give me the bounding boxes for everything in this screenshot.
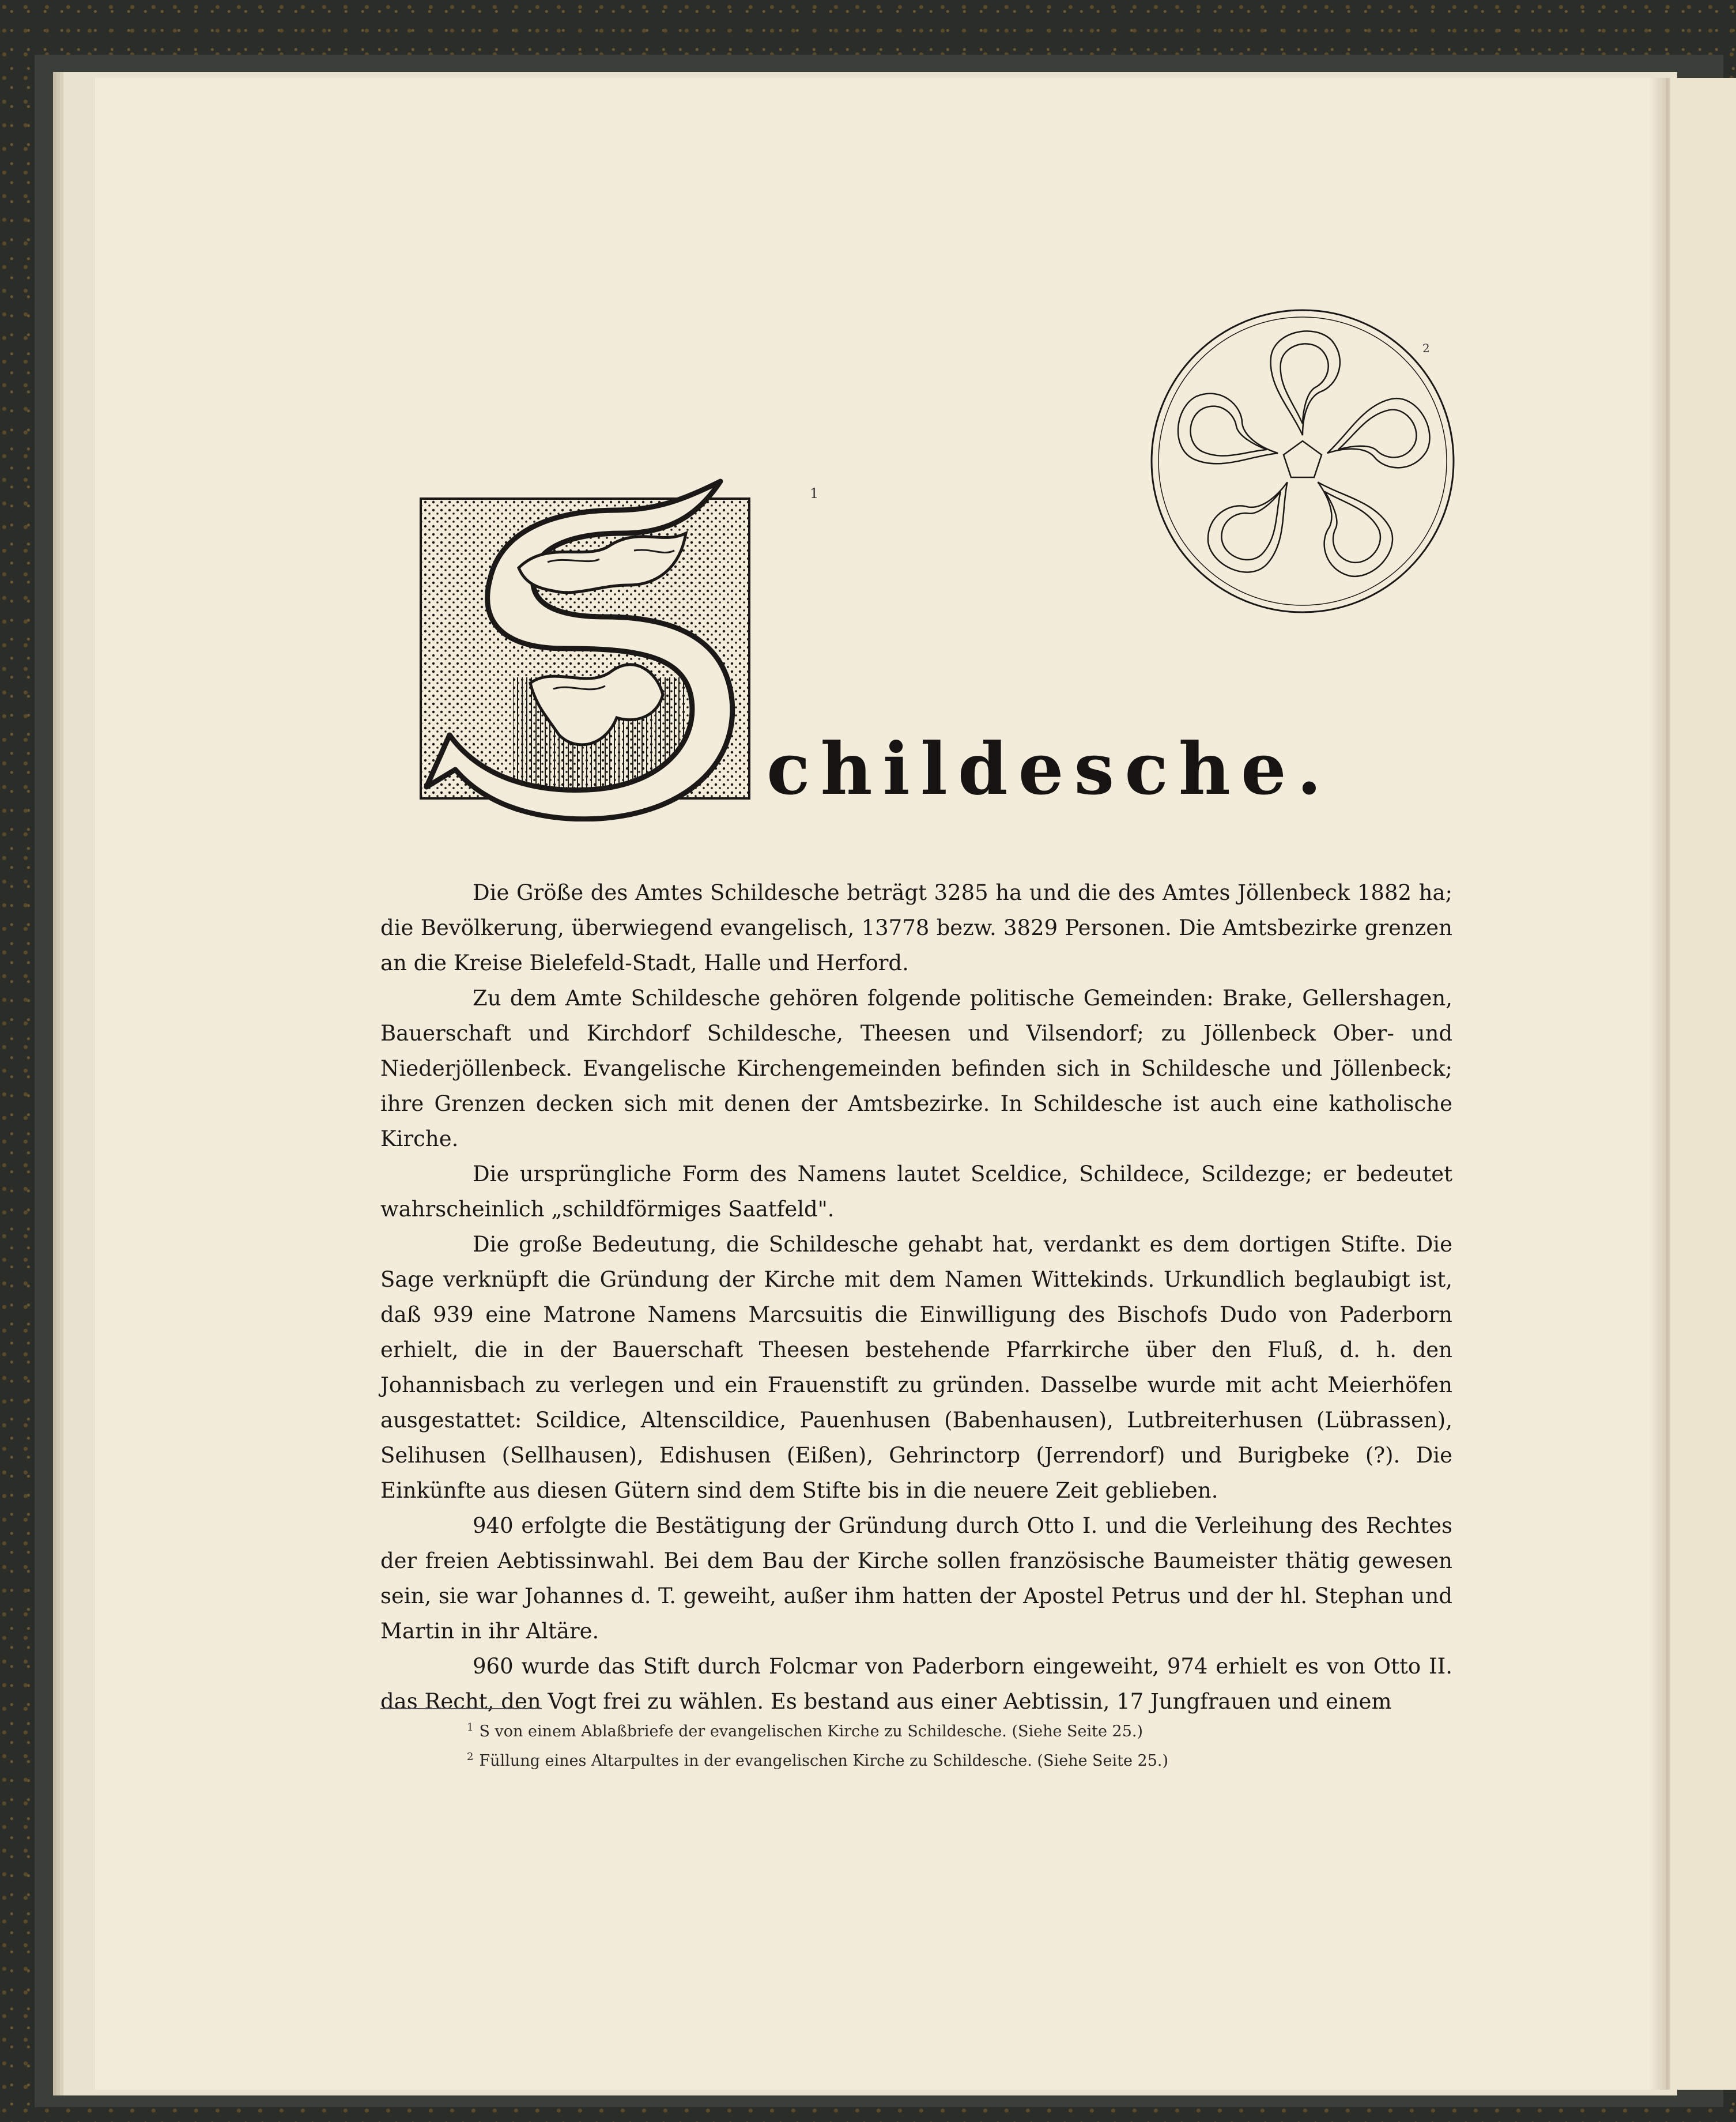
footnote-rule <box>380 1708 542 1709</box>
initial-footnote-mark: 1 <box>810 485 819 502</box>
rosette-footnote-mark: 2 <box>1422 341 1430 355</box>
paragraph: Die ursprüngliche Form des Namens lautet Sceldice, Schildece, Scildezge; er bedeutet wahrscheinlich „schildförmiges Saatfeld". <box>380 1162 1452 1222</box>
paragraph: 960 wurde das Stift durch Folcmar von Paderborn eingeweiht, 974 erhielt es von Otto II. das Recht, den Vogt frei zu wählen. Es bestand aus einer Aebtissin, 17 Jungfrauen und einem <box>380 1654 1452 1714</box>
footnote-mark: 2 <box>467 1751 474 1763</box>
footnotes <box>467 1715 1447 1774</box>
decorated-initial-s <box>415 476 807 821</box>
page-gutter <box>1648 78 1669 2090</box>
paragraph: 940 erfolgte die Bestätigung der Gründung durch Otto I. und die Verleihung des Rechtes der freien Aebtissinwahl. Bei dem Bau der Kirche sollen französische Baumeister thätig gewesen sein, sie war Johannes d. T. geweiht, außer ihm hatten der Apostel Petrus und der hl. Stephan und Martin in ihr Altäre. <box>380 1513 1452 1644</box>
paragraph: Zu dem Amte Schildesche gehören folgende politische Gemeinden: Brake, Gellershagen, Bauerschaft und Kirchdorf Schildesche, Theesen und Vilsendorf; zu Jöllenbeck Ober- und Niederjöllenbeck. Evangelische Kirchengemeinden befinden sich in Schildesche und Jöllenbeck; ihre Grenzen decken sich mit denen der Amtsbezirke. In Schildesche ist auch eine katholische Kirche. <box>380 986 1452 1151</box>
body-text <box>380 875 1452 1719</box>
paragraph: Die Größe des Amtes Schildesche beträgt 3285 ha und die des Amtes Jöllenbeck 1882 ha; die Bevölkerung, überwiegend evangelisch, 13778 bezw. 3829 Personen. Die Amtsbezirke grenzen an die Kreise Bielefeld-Stadt, Halle und Herford. <box>380 880 1452 975</box>
page-title: childesche. <box>767 728 1332 811</box>
facing-page-edge <box>1669 78 1736 2090</box>
footnote-text: S von einem Ablaßbriefe der evangelischen Kirche zu Schildesche. (Siehe Seite 25.) <box>479 1723 1144 1740</box>
footnote-text: Füllung eines Altarpultes in der evangelischen Kirche zu Schildesche. (Siehe Seite 25.) <box>479 1752 1169 1770</box>
footnote <box>467 1715 1447 1744</box>
footnote <box>467 1744 1447 1774</box>
gothic-rosette <box>1147 306 1458 617</box>
paragraph: Die große Bedeutung, die Schildesche gehabt hat, verdankt es dem dortigen Stifte. Die Sage verknüpft die Gründung der Kirche mit dem Namen Wittekinds. Urkundlich beglaubigt ist, daß 939 eine Matrone Namens Marcsuitis die Einwilligung des Bischofs Dudo von Paderborn erhielt, die in der Bauerschaft Theesen bestehende Pfarrkirche über den Fluß, d. h. den Johannisbach zu verlegen und ein Frauenstift zu gründen. Dasselbe wurde mit acht Meierhöfen ausgestattet: Scildice, Altenscildice, Pauenhusen (Babenhausen), Lutbreiterhusen (Lübrassen), Selihusen (Sellhausen), Edishusen (Eißen), Gehrinctorp (Jerrendorf) und Burigbeke (?). Die Einkünfte aus diesen Gütern sind dem Stifte bis in die neuere Zeit geblieben. <box>380 1232 1452 1503</box>
footnote-mark: 1 <box>467 1721 474 1733</box>
